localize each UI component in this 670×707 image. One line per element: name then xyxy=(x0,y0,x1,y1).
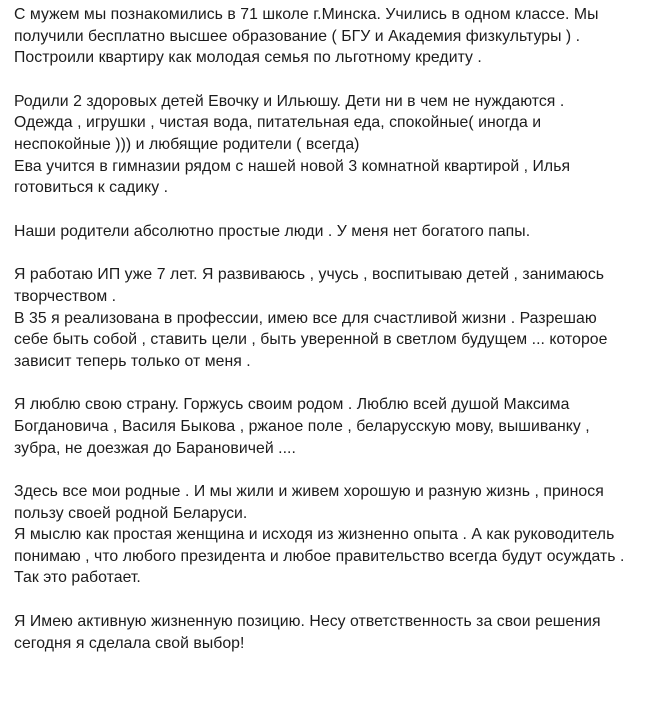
text-line: себе быть собой , ставить цели , быть уверенной в светлом будущем ... которое xyxy=(14,331,608,349)
paragraph-gap xyxy=(14,69,664,91)
paragraph-gap xyxy=(14,459,664,481)
text-line: Родили 2 здоровых детей Евочку и Ильюшу. Дети ни в чем не нуждаются . xyxy=(14,92,565,110)
paragraph-gap xyxy=(14,199,664,221)
paragraph-gap xyxy=(14,242,664,264)
text-line: Одежда , игрушки , чистая вода, питательная еда, спокойные( иногда и xyxy=(14,114,542,132)
text-line: неспокойные ))) и любящие родители ( всегда) xyxy=(14,135,360,153)
text-line: зубра, не доезжая до Барановичей .... xyxy=(14,439,296,457)
text-line: Так это работает. xyxy=(14,569,141,587)
text-line: Построили квартиру как молодая семья по льготному кредиту . xyxy=(14,49,482,67)
paragraph-country xyxy=(14,394,664,459)
paragraph-children xyxy=(14,91,664,199)
post-text xyxy=(14,4,664,654)
paragraph-family xyxy=(14,4,664,69)
text-line: Наши родители абсолютно простые люди . У меня нет богатого папы. xyxy=(14,222,531,240)
text-line: получили бесплатно высшее образование ( БГУ и Академия физкультуры ) . xyxy=(14,27,581,45)
text-line: С мужем мы познакомились в 71 школе г.Минска. Учились в одном классе. Мы xyxy=(14,6,599,23)
text-line: В 35 я реализована в профессии, имею все для счастливой жизни . Разрешаю xyxy=(14,309,597,327)
text-line: Я люблю свою страну. Горжусь своим родом . Люблю всей душой Максима xyxy=(14,396,570,414)
text-line: Здесь все мои родные . И мы жили и живем хорошую и разную жизнь , принося xyxy=(14,483,604,501)
text-line: зависит теперь только от меня . xyxy=(14,352,251,370)
paragraph-gap xyxy=(14,372,664,394)
paragraph-homeland xyxy=(14,481,664,589)
paragraph-work xyxy=(14,264,664,372)
text-line: готовиться к садику . xyxy=(14,179,169,197)
text-line: сегодня я сделала свой выбор! xyxy=(14,634,245,652)
text-line: Богдановича , Василя Быкова , ржаное поле , беларусскую мову, вышиванку , xyxy=(14,417,590,435)
text-line: понимаю , что любого президента и любое правительство всегда будут осуждать . xyxy=(14,547,625,565)
text-line: Я мыслю как простая женщина и исходя из жизненно опыта . А как руководитель xyxy=(14,526,615,544)
text-line: творчеством . xyxy=(14,287,117,305)
text-line: Я работаю ИП уже 7 лет. Я развиваюсь , учусь , воспитываю детей , занимаюсь xyxy=(14,266,605,284)
text-line: Ева учится в гимназии рядом с нашей новой 3 комнатной квартирой , Илья xyxy=(14,157,571,175)
paragraph-gap xyxy=(14,589,664,611)
text-line: пользу своей родной Беларуси. xyxy=(14,504,248,522)
paragraph-parents xyxy=(14,221,664,243)
text-line: Я Имею активную жизненную позицию. Несу ответственность за свои решения xyxy=(14,613,601,631)
paragraph-choice xyxy=(14,611,664,654)
